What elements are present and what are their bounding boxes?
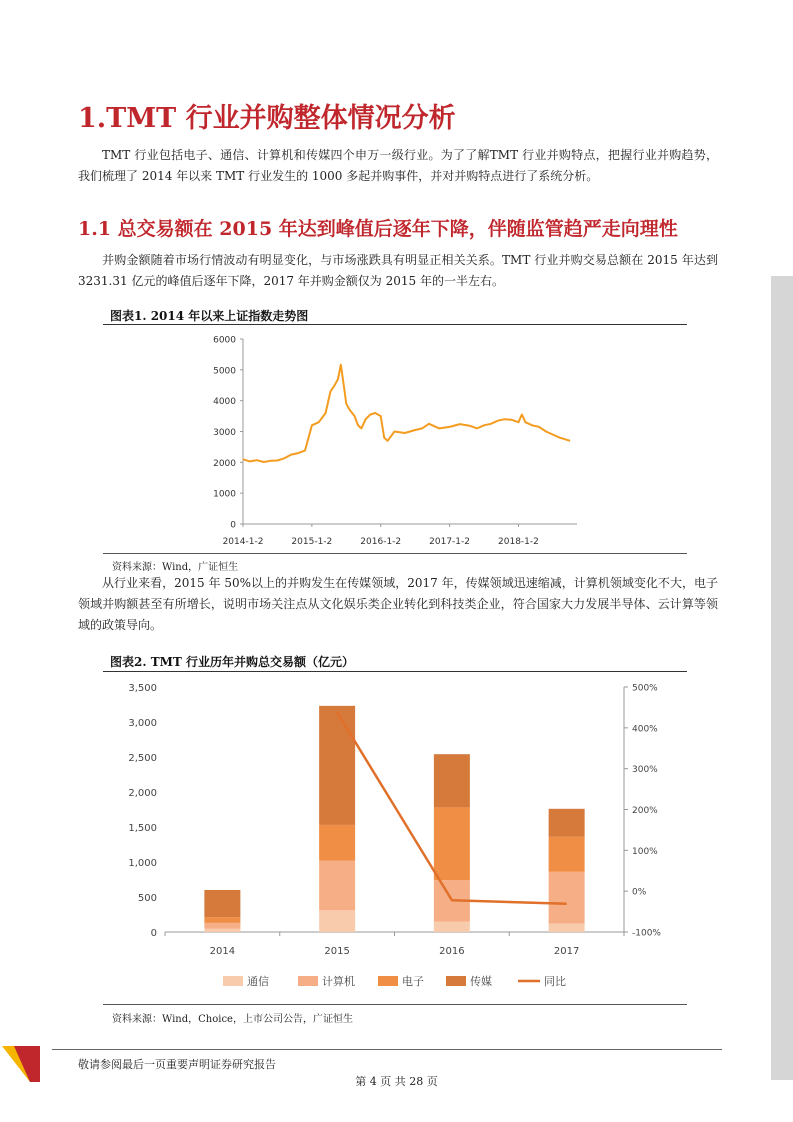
y2-tick-label: 300% — [632, 765, 658, 776]
legend-swatch — [446, 976, 466, 986]
footer-disclaimer: 敬请参阅最后一页重要声明证券研究报告 — [78, 1058, 276, 1071]
bar-segment-通信 — [434, 922, 470, 933]
bar-segment-传媒 — [204, 890, 240, 917]
y-tick-label: 2,000 — [128, 788, 157, 799]
footer-rule — [52, 1049, 722, 1050]
y-tick-label: 500 — [137, 893, 157, 904]
x-tick-label: 2017 — [553, 946, 580, 957]
legend-label: 传媒 — [470, 975, 492, 988]
x-tick-label: 2018-1-2 — [498, 537, 539, 547]
right-sidebar-bar — [771, 276, 793, 1080]
figure1-title: 图表1. 2014 年以来上证指数走势图 — [110, 309, 309, 323]
figure2-title: 图表2. TMT 行业历年并购总交易额（亿元） — [110, 655, 355, 669]
bar-segment-通信 — [204, 929, 240, 933]
bar-segment-传媒 — [434, 754, 470, 807]
x-tick-label: 2014 — [209, 946, 236, 957]
section-heading: 1.1 总交易额在 2015 年达到峰值后逐年下降，伴随监管趋严走向理性 — [78, 218, 678, 240]
figure2-bottom-rule — [103, 1004, 687, 1005]
legend-swatch — [298, 976, 318, 986]
page-number: 第 4 页 共 28 页 — [355, 1075, 438, 1088]
bar-segment-电子 — [434, 807, 470, 880]
y-tick-label: 3000 — [213, 428, 236, 438]
legend-label: 计算机 — [322, 975, 355, 988]
bar-segment-通信 — [549, 924, 585, 932]
legend-label: 同比 — [544, 975, 566, 988]
y-tick-label: 2,500 — [128, 753, 157, 764]
legend-label: 通信 — [247, 975, 269, 988]
figure2-source: 资料来源：Wind，Choice，上市公司公告，广证恒生 — [112, 1014, 353, 1025]
y-tick-label: 0 — [230, 520, 236, 531]
bar-segment-计算机 — [549, 872, 585, 924]
bar-segment-计算机 — [204, 923, 240, 929]
legend-label: 电子 — [402, 975, 424, 988]
y2-tick-label: 500% — [632, 683, 658, 694]
y-tick-label: 2000 — [213, 458, 236, 469]
y2-tick-label: -100% — [632, 928, 661, 939]
y-tick-label: 1000 — [213, 489, 236, 500]
legend-swatch — [378, 976, 398, 986]
y2-tick-label: 100% — [632, 846, 658, 857]
bar-segment-电子 — [204, 917, 240, 923]
y-tick-label: 5000 — [213, 366, 236, 377]
bar-segment-计算机 — [319, 861, 355, 911]
y2-tick-label: 400% — [632, 724, 658, 735]
figure2-top-rule — [103, 671, 687, 672]
y-tick-label: 1,500 — [128, 823, 157, 834]
bar-segment-电子 — [549, 837, 585, 872]
x-tick-label: 2014-1-2 — [222, 537, 264, 547]
y-tick-label: 3,500 — [128, 683, 157, 694]
x-tick-label: 2015 — [324, 946, 350, 957]
market-paragraph: 并购金额随着市场行情波动有明显变化，与市场涨跌具有明显正相关关系。TMT 行业并购交易总额在 2015 年达到 3231.31 亿元的峰值后逐年下降，2017 年并购金额仅为 2015 年的一半左右。 — [78, 253, 718, 288]
figure1-top-rule — [103, 324, 687, 325]
industry-paragraph: 从行业来看，2015 年 50%以上的并购发生在传媒领域，2017 年，传媒领域迅速缩减，计算机领域变化不大，电子领域并购额甚至有所增长，说明市场关注点从文化娱乐类企业转化到科技类企业，符合国家大力发展半导体、云计算等领域的政策导向。 — [78, 576, 718, 632]
legend-swatch — [223, 976, 243, 986]
y-tick-label: 0 — [150, 928, 157, 939]
x-tick-label: 2015-1-2 — [291, 537, 333, 547]
index-line-chart — [195, 330, 595, 555]
tmt-ma-bar-chart — [103, 674, 687, 1004]
figure1-bottom-rule — [103, 553, 687, 554]
intro-paragraph: TMT 行业包括电子、通信、计算机和传媒四个申万一级行业。为了了解TMT 行业并购特点，把握行业并购趋势，我们梳理了 2014 年以来 TMT 行业发生的 1000 多起并购事件，并对并购特点进行了系统分析。 — [78, 148, 718, 183]
bar-segment-电子 — [319, 825, 355, 861]
index-line-series — [243, 365, 570, 462]
figure1-source: 资料来源：Wind，广证恒生 — [112, 562, 239, 573]
page-heading: 1.TMT 行业并购整体情况分析 — [78, 103, 456, 134]
x-tick-label: 2016-1-2 — [360, 537, 402, 547]
bar-segment-通信 — [319, 910, 355, 932]
x-tick-label: 2016 — [439, 946, 465, 957]
bar-segment-传媒 — [319, 706, 355, 825]
y2-tick-label: 200% — [632, 806, 658, 816]
bar-segment-传媒 — [549, 809, 585, 837]
x-tick-label: 2017-1-2 — [429, 537, 471, 547]
y2-tick-label: 0% — [632, 887, 647, 898]
y-tick-label: 4000 — [213, 397, 236, 408]
y-tick-label: 6000 — [213, 335, 236, 346]
y-tick-label: 1,000 — [128, 858, 157, 869]
y-tick-label: 3,000 — [128, 718, 157, 729]
